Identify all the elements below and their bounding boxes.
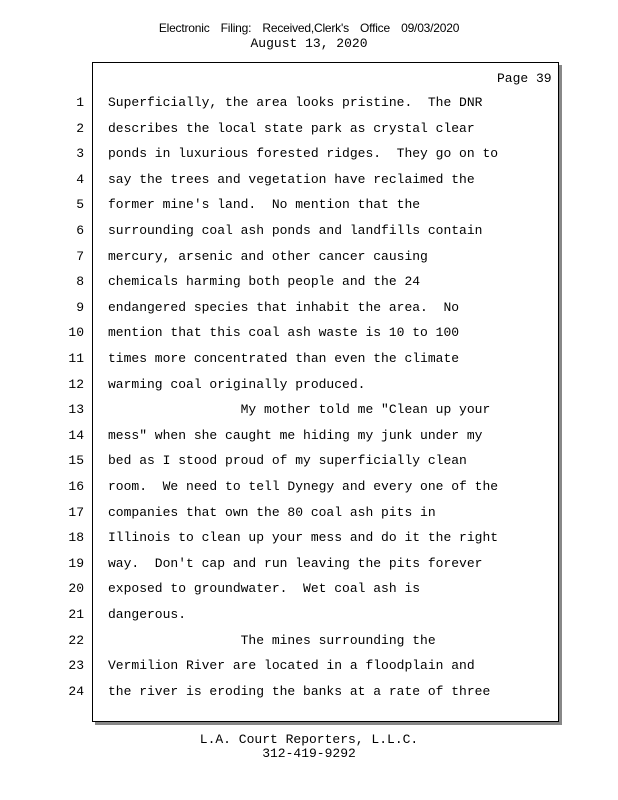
reporter-company: L.A. Court Reporters, L.L.C. bbox=[199, 732, 419, 747]
line-text: the river is eroding the banks at a rate of three bbox=[108, 683, 491, 699]
transcript-line bbox=[0, 121, 560, 139]
transcript-line bbox=[0, 223, 560, 241]
transcript-line bbox=[0, 556, 560, 574]
line-text: describes the local state park as crystal clear bbox=[108, 120, 475, 136]
transcript-line bbox=[0, 172, 560, 190]
transcript-line bbox=[0, 274, 560, 292]
footer bbox=[0, 733, 618, 761]
filing-stamp bbox=[0, 21, 618, 35]
line-number: 21 bbox=[68, 607, 84, 622]
line-text: exposed to groundwater. Wet coal ash is bbox=[108, 581, 421, 597]
transcript-line bbox=[0, 505, 560, 523]
line-number: 2 bbox=[76, 120, 84, 136]
line-number: 10 bbox=[68, 325, 84, 341]
transcript-line bbox=[0, 402, 560, 420]
transcript-line bbox=[0, 633, 560, 651]
line-text: bed as I stood proud of my superficially clean bbox=[108, 453, 467, 469]
stamp-word: Electronic bbox=[158, 21, 210, 35]
transcript-line bbox=[0, 146, 560, 164]
transcript-line bbox=[0, 377, 560, 395]
hearing-date: August 13, 2020 bbox=[250, 36, 368, 51]
transcript-line bbox=[0, 581, 560, 599]
line-number: 7 bbox=[76, 248, 84, 264]
line-number: 13 bbox=[68, 402, 84, 418]
line-number: 11 bbox=[68, 351, 84, 366]
page-number: Page 39 bbox=[497, 71, 552, 86]
line-number: 14 bbox=[68, 427, 84, 443]
line-text: dangerous. bbox=[108, 607, 187, 622]
line-text: mess" when she caught me hiding my junk under my bbox=[108, 427, 483, 443]
stamp-word: Filing: bbox=[220, 21, 252, 35]
line-number: 8 bbox=[76, 274, 84, 290]
line-number: 3 bbox=[76, 146, 84, 162]
line-text: endangered species that inhabit the area. No bbox=[108, 299, 460, 315]
line-number: 24 bbox=[68, 683, 84, 699]
line-text: former mine's land. No mention that the bbox=[108, 197, 421, 213]
transcript-line bbox=[0, 197, 560, 215]
line-text: chemicals harming both people and the 24 bbox=[108, 274, 421, 290]
transcript-line bbox=[0, 453, 560, 471]
line-text: companies that own the 80 coal ash pits in bbox=[108, 504, 436, 520]
line-text: mercury, arsenic and other cancer causing bbox=[108, 248, 428, 264]
transcript-line bbox=[0, 684, 560, 702]
transcript-line bbox=[0, 530, 560, 548]
line-text: The mines surrounding the bbox=[108, 632, 436, 648]
line-text: surrounding coal ash ponds and landfills contain bbox=[108, 223, 483, 238]
line-number: 1 bbox=[76, 95, 84, 110]
transcript-line bbox=[0, 325, 560, 343]
line-text: say the trees and vegetation have reclaimed the bbox=[108, 171, 475, 187]
line-number: 17 bbox=[68, 504, 84, 520]
transcript-line bbox=[0, 658, 560, 676]
line-number: 15 bbox=[68, 453, 84, 469]
line-number: 16 bbox=[68, 479, 84, 494]
line-number: 5 bbox=[76, 197, 84, 213]
line-number: 9 bbox=[76, 299, 84, 315]
transcript-line bbox=[0, 428, 560, 446]
line-text: warming coal originally produced. bbox=[108, 376, 366, 392]
transcript-line bbox=[0, 95, 560, 113]
line-number: 12 bbox=[68, 376, 84, 392]
transcript-line bbox=[0, 607, 560, 625]
line-text: Illinois to clean up your mess and do it the right bbox=[108, 530, 499, 546]
line-number: 18 bbox=[68, 530, 84, 546]
transcript-line bbox=[0, 479, 560, 497]
line-number: 4 bbox=[76, 171, 84, 187]
line-number: 19 bbox=[68, 555, 84, 571]
transcript-line bbox=[0, 351, 560, 369]
stamp-word: Received,Clerk's bbox=[262, 21, 349, 35]
line-text: Vermilion River are located in a floodplain and bbox=[108, 658, 475, 674]
transcript-line bbox=[0, 249, 560, 267]
transcript-line bbox=[0, 300, 560, 318]
line-text: times more concentrated than even the climate bbox=[108, 351, 460, 366]
line-text: way. Don't cap and run leaving the pits forever bbox=[108, 555, 483, 571]
line-text: Superficially, the area looks pristine. The DNR bbox=[108, 95, 483, 110]
line-text: ponds in luxurious forested ridges. They go on to bbox=[108, 146, 499, 162]
line-number: 6 bbox=[76, 223, 84, 238]
reporter-phone: 312-419-9292 bbox=[262, 746, 356, 761]
stamp-word: Office bbox=[360, 21, 390, 35]
line-text: room. We need to tell Dynegy and every one of the bbox=[108, 479, 499, 494]
line-number: 23 bbox=[68, 658, 84, 674]
line-text: mention that this coal ash waste is 10 to 100 bbox=[108, 325, 460, 341]
line-number: 20 bbox=[68, 581, 84, 597]
line-number: 22 bbox=[68, 632, 84, 648]
line-text: My mother told me "Clean up your bbox=[108, 402, 491, 418]
stamp-word: 09/03/2020 bbox=[401, 21, 460, 35]
